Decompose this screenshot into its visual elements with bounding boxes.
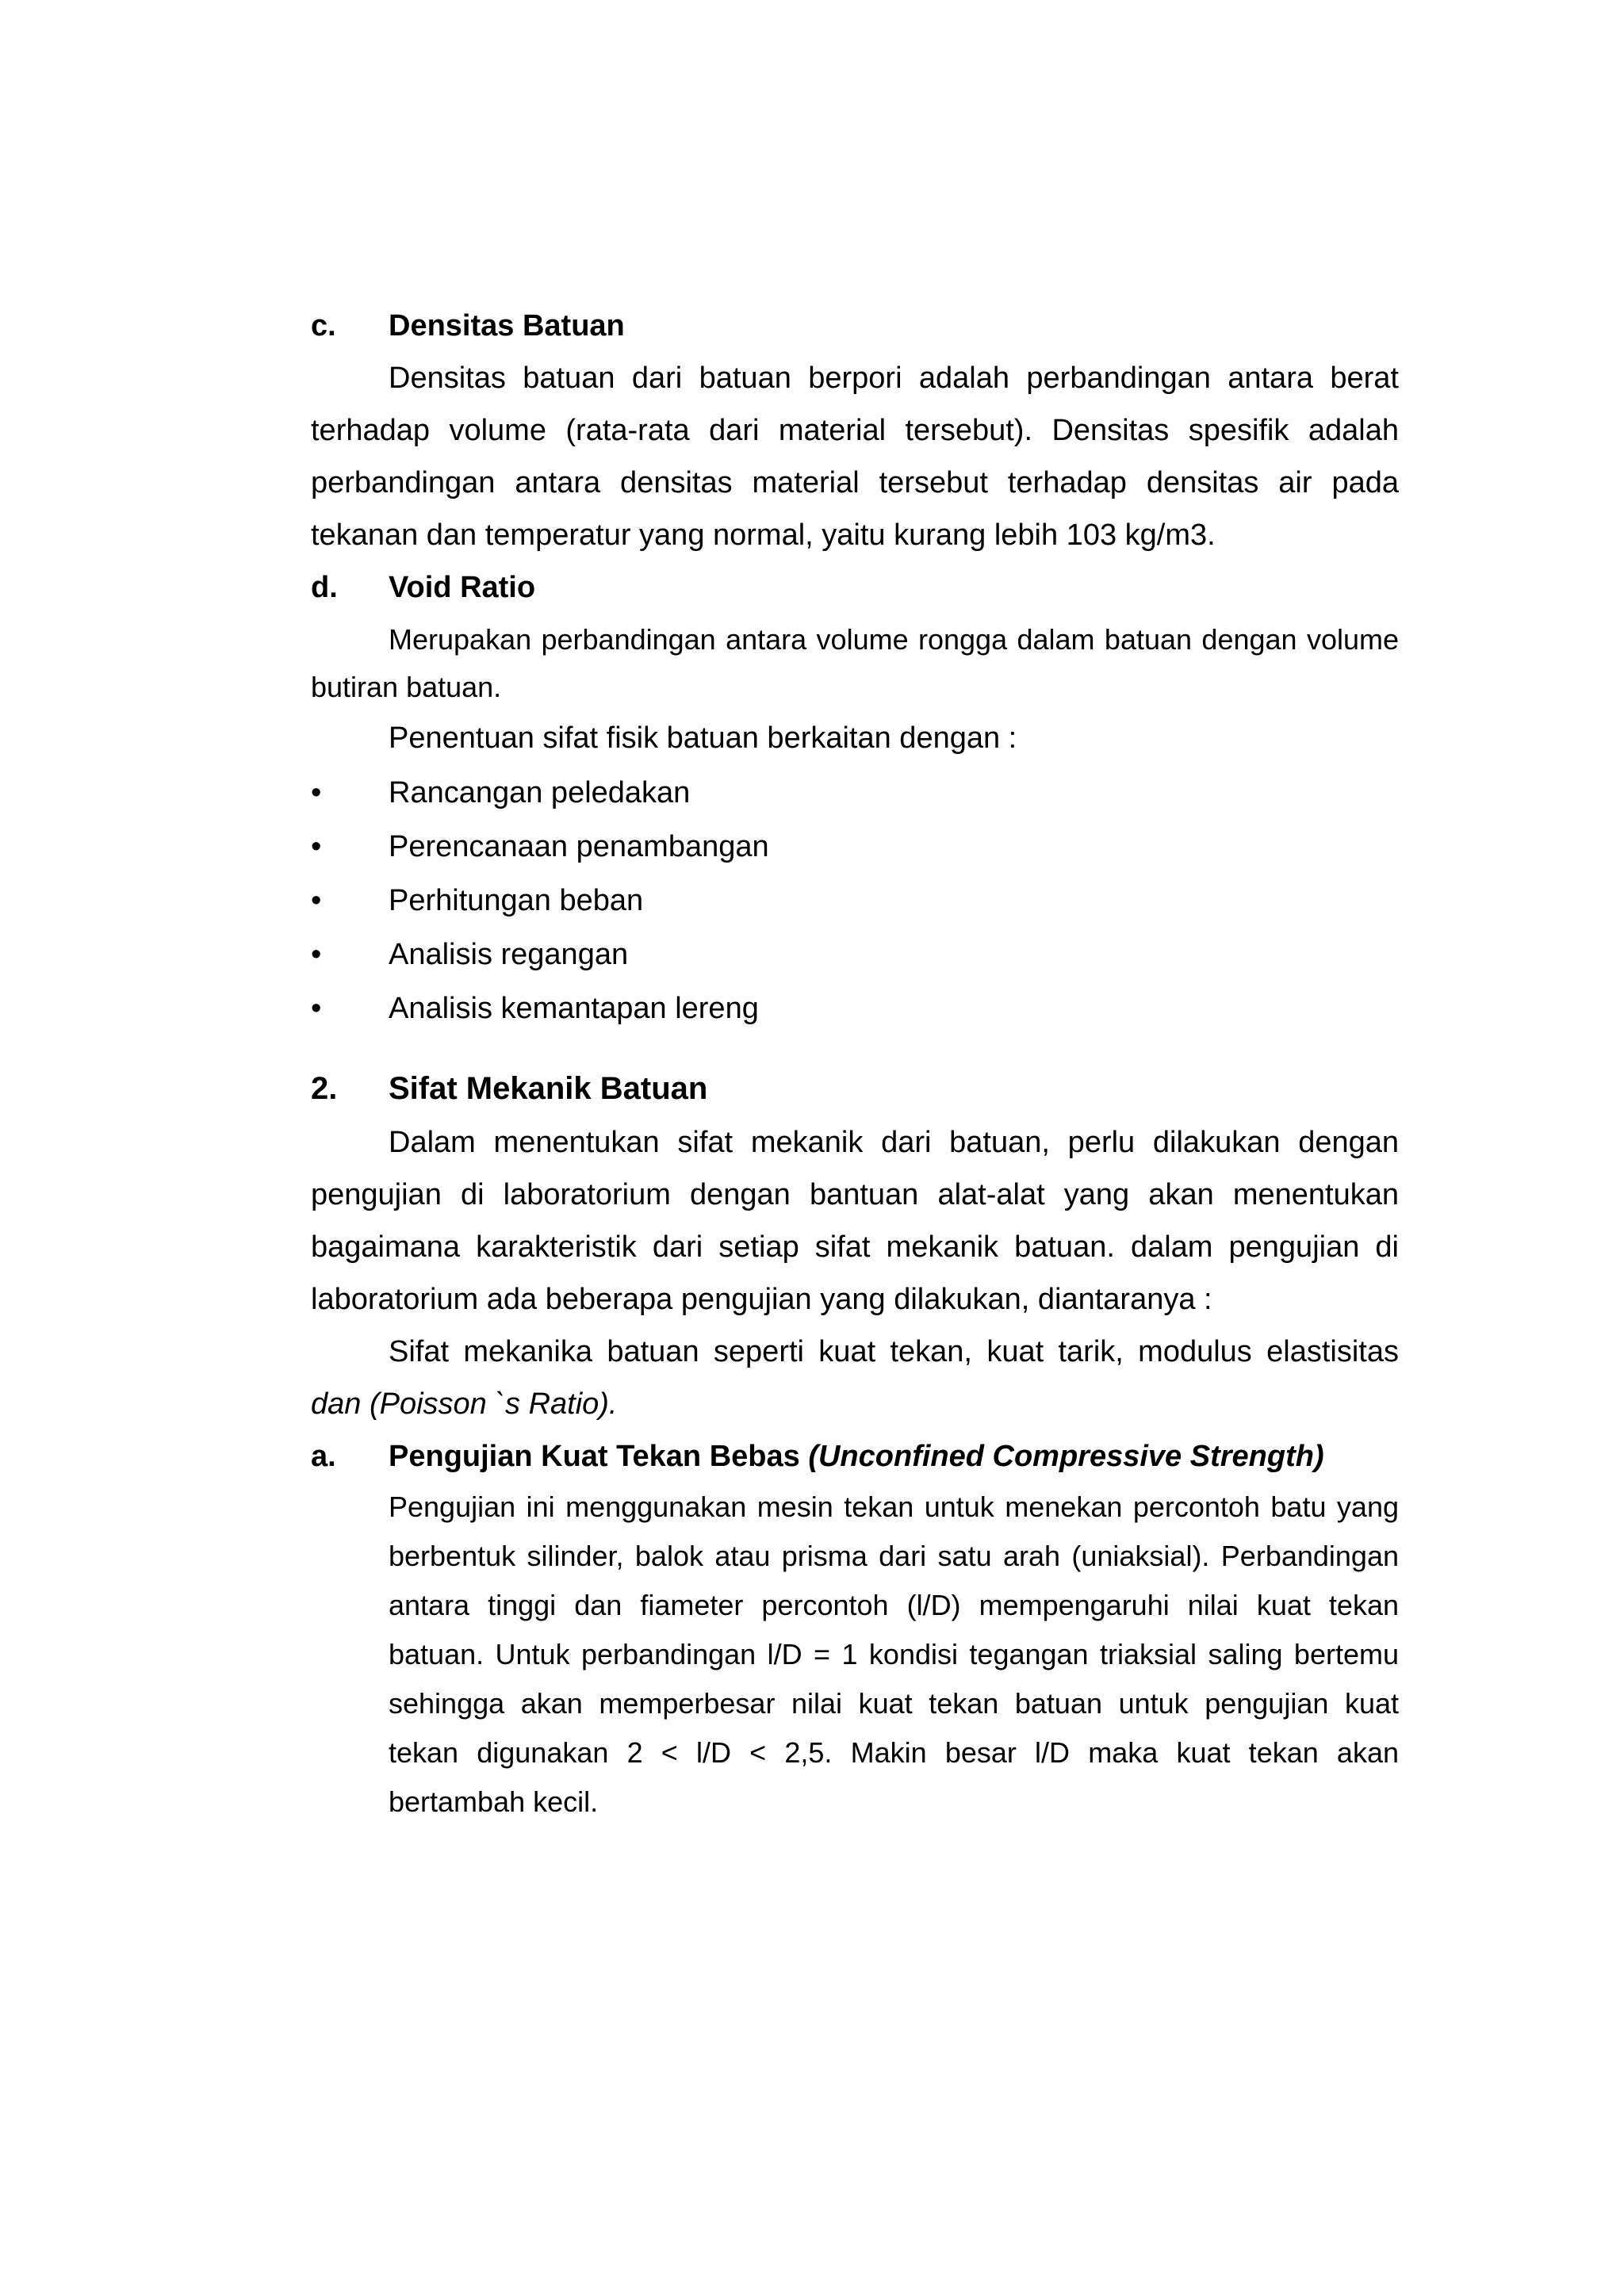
bullet-icon: • [311, 776, 322, 809]
section-2-line-2: pengujian di laboratorium dengan bantuan alat-alat yang akan menentukan [311, 1178, 1399, 1211]
section-2-line-1: Dalam menentukan sifat mekanik dari batuan, perlu dilakukan dengan [389, 1126, 1399, 1159]
section-d-line-2: butiran batuan. [311, 671, 502, 703]
section-d-intro: Penentuan sifat fisik batuan berkaitan dengan : [389, 721, 1017, 755]
section-2-marker: 2. [311, 1071, 338, 1106]
section-2-para2-line-2: dan (Poisson `s Ratio). [311, 1387, 618, 1421]
section-c-line-2: terhadap volume (rata-rata dari material tersebut). Densitas spesifik adalah [311, 414, 1399, 447]
section-a-marker: a. [311, 1440, 336, 1473]
section-a-line-2: berbentuk silinder, balok atau prisma dari satu arah (uniaksial). Perbandingan [389, 1540, 1399, 1572]
section-a-heading-wrap [389, 1430, 1324, 1483]
bullet-icon: • [311, 884, 322, 917]
bullet-icon: • [311, 992, 322, 1025]
section-a-line-4: batuan. Untuk perbandingan l/D = 1 kondisi tegangan triaksial saling bertemu [389, 1638, 1399, 1670]
section-a-line-5: sehingga akan memperbesar nilai kuat tekan batuan untuk pengujian kuat [389, 1687, 1399, 1720]
section-c-line-4: tekanan dan temperatur yang normal, yaitu kurang lebih 103 kg/m3. [311, 519, 1216, 552]
section-2-line-4: laboratorium ada beberapa pengujian yang dilakukan, diantaranya : [311, 1283, 1212, 1316]
section-a-line-7: bertambah kecil. [389, 1785, 599, 1818]
bullet-label: Perhitungan beban [389, 884, 644, 917]
section-c-line-3: perbandingan antara densitas material tersebut terhadap densitas air pada [311, 466, 1399, 499]
section-a-line-3: antara tinggi dan fiameter percontoh (l/D) mempengaruhi nilai kuat tekan [389, 1589, 1399, 1621]
section-a-line-1: Pengujian ini menggunakan mesin tekan untuk menekan percontoh batu yang [389, 1490, 1399, 1523]
bullet-label: Analisis kemantapan lereng [389, 992, 759, 1025]
section-2-heading: Sifat Mekanik Batuan [389, 1071, 708, 1106]
section-c-heading: Densitas Batuan [389, 309, 625, 342]
bullet-label: Analisis regangan [389, 938, 629, 971]
section-c-line-1: Densitas batuan dari batuan berpori adalah perbandingan antara berat [389, 362, 1399, 395]
section-a-heading-italic: (Unconfined Compressive Strength) [808, 1440, 1324, 1473]
section-2-line-3: bagaimana karakteristik dari setiap sifat mekanik batuan. dalam pengujian di [311, 1230, 1399, 1264]
section-a-heading: Pengujian Kuat Tekan Bebas [389, 1440, 800, 1473]
bullet-icon: • [311, 830, 322, 863]
bullet-label: Rancangan peledakan [389, 776, 691, 809]
section-d-line-1: Merupakan perbandingan antara volume rongga dalam batuan dengan volume [389, 623, 1399, 656]
section-c-marker: c. [311, 309, 336, 342]
bullet-label: Perencanaan penambangan [389, 830, 769, 863]
section-2-para2-line-1: Sifat mekanika batuan seperti kuat tekan, kuat tarik, modulus elastisitas [389, 1335, 1399, 1368]
section-a-line-6: tekan digunakan 2 < l/D < 2,5. Makin besar l/D maka kuat tekan akan [389, 1736, 1399, 1769]
section-d-marker: d. [311, 571, 338, 604]
section-d-heading: Void Ratio [389, 571, 536, 604]
bullet-icon: • [311, 938, 322, 971]
